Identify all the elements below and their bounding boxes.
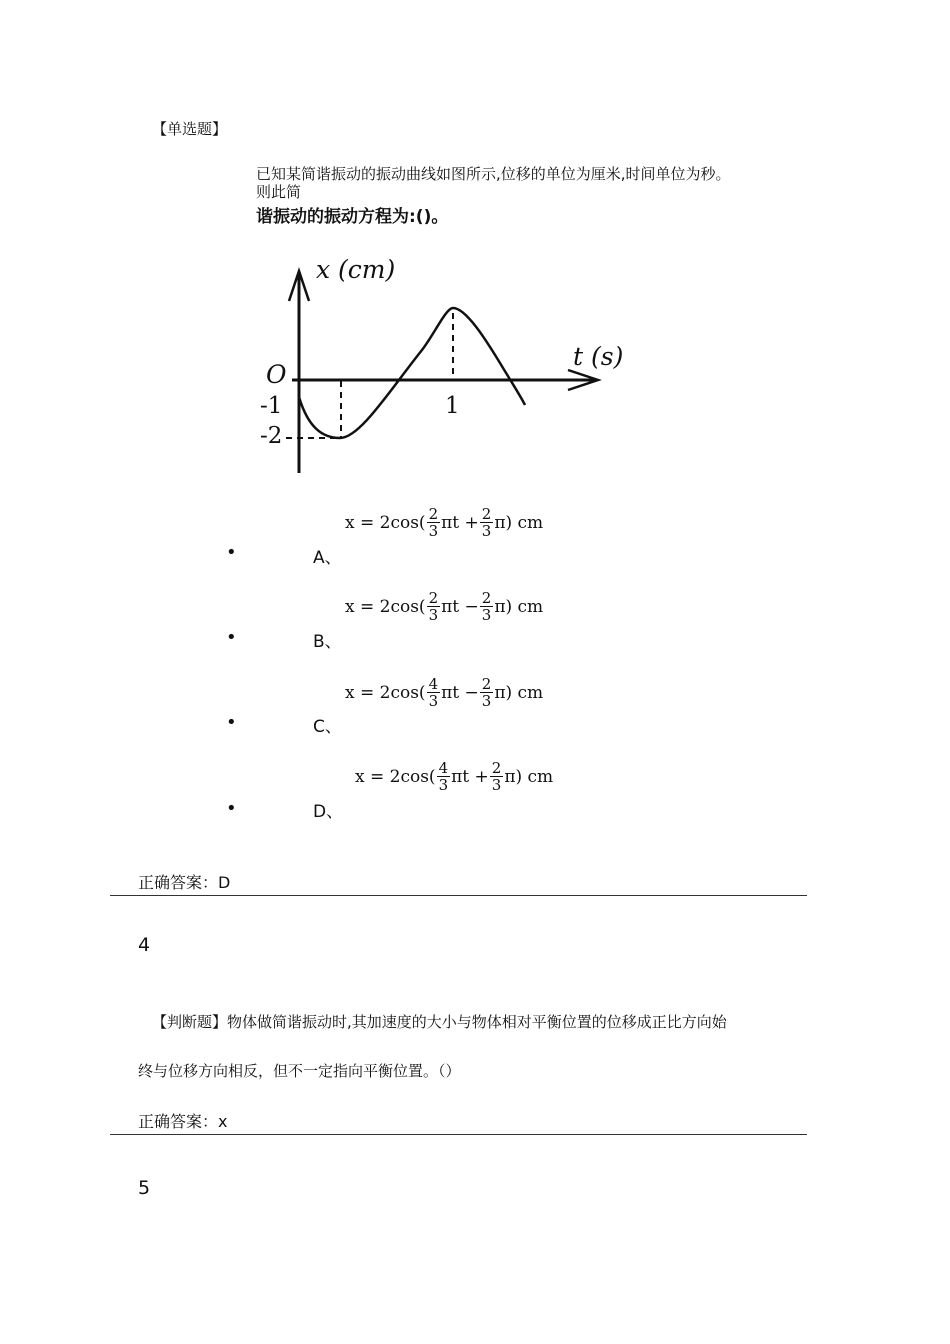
formula-middle: πt − <box>441 596 479 617</box>
fraction <box>427 676 441 709</box>
bullet-icon: • <box>226 627 237 648</box>
fraction-numerator: 2 <box>491 759 502 777</box>
bullet-icon: • <box>226 798 237 819</box>
fraction-numerator: 2 <box>481 589 492 607</box>
fraction-numerator: 2 <box>481 505 492 523</box>
question-number: 5 <box>138 1177 151 1199</box>
option-formula <box>345 676 543 709</box>
formula-end: π) cm <box>494 682 544 703</box>
option-label: B、 <box>313 632 342 652</box>
formula-end: π) cm <box>504 766 554 787</box>
bullet-icon: • <box>226 712 237 733</box>
divider <box>110 1134 807 1135</box>
fraction <box>480 506 494 539</box>
option-formula <box>345 590 543 623</box>
fraction-numerator: 2 <box>428 505 439 523</box>
question-stem-line1: 【判断题】物体做简谐振动时,其加速度的大小与物体相对平衡位置的位移成正比方向始 <box>152 1013 727 1031</box>
formula-lhs: x = 2cos( <box>355 766 436 787</box>
formula-middle: πt + <box>451 766 489 787</box>
fraction-denominator: 3 <box>428 522 439 540</box>
fraction <box>480 676 494 709</box>
formula-lhs: x = 2cos( <box>345 682 426 703</box>
formula-middle: πt − <box>441 682 479 703</box>
origin-label: O <box>266 360 287 389</box>
fraction-numerator: 2 <box>428 589 439 607</box>
formula-lhs: x = 2cos( <box>345 596 426 617</box>
fraction-numerator: 4 <box>438 759 449 777</box>
correct-answer: 正确答案：x <box>138 1112 228 1131</box>
formula-end: π) cm <box>494 596 544 617</box>
question-stem-line2: 则此简 <box>256 183 302 201</box>
option-label: A、 <box>313 548 342 568</box>
formula-lhs: x = 2cos( <box>345 512 426 533</box>
fraction-denominator: 3 <box>438 776 449 794</box>
fraction-denominator: 3 <box>491 776 502 794</box>
bullet-icon: • <box>226 542 237 563</box>
fraction <box>490 760 504 793</box>
divider <box>110 895 807 896</box>
question-stem-line2: 终与位移方向相反，但不一定指向平衡位置。（） <box>138 1062 461 1080</box>
fraction-numerator: 4 <box>428 675 439 693</box>
fraction-denominator: 3 <box>428 692 439 710</box>
vibration-curve-graph <box>250 245 650 480</box>
fraction <box>427 590 441 623</box>
option-label: D、 <box>313 802 344 822</box>
fraction-denominator: 3 <box>428 606 439 624</box>
displacement-curve <box>299 308 525 438</box>
y-tick-minus2: -2 <box>260 423 283 449</box>
question-number: 4 <box>138 934 151 956</box>
option-formula <box>345 506 543 539</box>
fraction <box>427 506 441 539</box>
formula-end: π) cm <box>494 512 544 533</box>
formula-middle: πt + <box>441 512 479 533</box>
y-tick-minus1: -1 <box>260 393 283 419</box>
fraction-numerator: 2 <box>481 675 492 693</box>
question-stem-line3: 谐振动的振动方程为:()。 <box>256 207 449 227</box>
correct-answer: 正确答案：D <box>138 873 231 892</box>
fraction <box>437 760 451 793</box>
option-formula <box>355 760 553 793</box>
y-axis-label: x (cm) <box>316 255 396 284</box>
fraction-denominator: 3 <box>481 606 492 624</box>
x-tick-1: 1 <box>445 393 460 419</box>
question-stem-line1: 已知某简谐振动的振动曲线如图所示,位移的单位为厘米,时间单位为秒。 <box>256 165 731 183</box>
fraction-denominator: 3 <box>481 522 492 540</box>
x-axis-label: t (s) <box>573 342 624 371</box>
question-type-label: 【单选题】 <box>152 120 228 138</box>
fraction-denominator: 3 <box>481 692 492 710</box>
option-label: C、 <box>313 717 342 737</box>
fraction <box>480 590 494 623</box>
